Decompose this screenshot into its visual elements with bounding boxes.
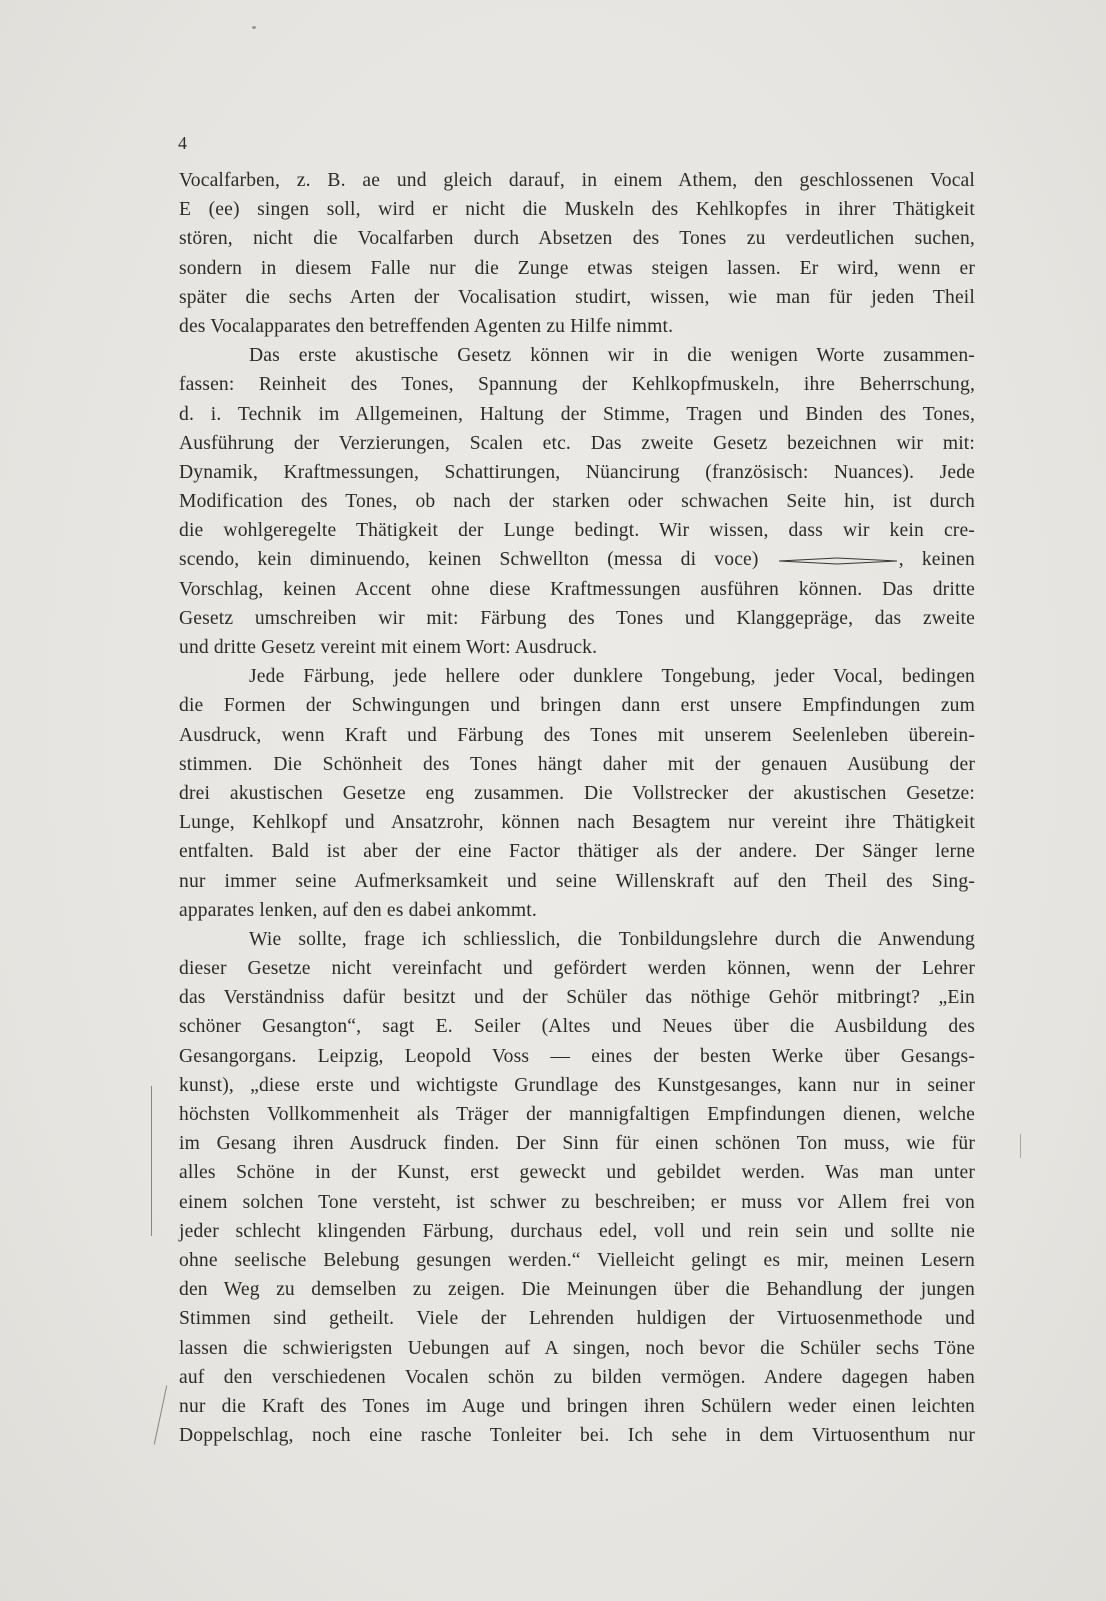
text-line: Lunge, Kehlkopf und Ansatzrohr, können nach Besagtem nur vereint ihre Thätigkeit xyxy=(179,812,975,834)
text-line: kunst), „diese erste und wichtigste Grundlage des Kunstgesanges, kann nur in seiner xyxy=(179,1074,975,1096)
text-line: Stimmen sind getheilt. Viele der Lehrenden huldigen der Virtuosenmethode und xyxy=(179,1308,975,1330)
text-segment: scendo, kein diminuendo, keinen Schwellton (messa di voce) xyxy=(179,549,759,571)
text-line: später die sechs Arten der Vocalisation studirt, wissen, wie man für jeden Theil xyxy=(179,286,975,308)
text-line: die Formen der Schwingungen und bringen dann erst unsere Empfindungen zum xyxy=(179,695,975,717)
text-line: Doppelschlag, noch eine rasche Tonleiter bei. Ich sehe in dem Virtuosenthum nur xyxy=(179,1425,975,1447)
text-line: im Gesang ihren Ausdruck finden. Der Sinn für einen schönen Ton muss, wie für xyxy=(179,1133,975,1155)
margin-pencil-mark xyxy=(1020,1134,1021,1158)
text-line: E (ee) singen soll, wird er nicht die Muskeln des Kehlkopfes in ihrer Thätigkeit xyxy=(179,199,975,221)
text-segment: , keinen xyxy=(898,549,975,571)
text-line: ohne seelische Belebung gesungen werden.“ Vielleicht gelingt es mir, meinen Lesern xyxy=(179,1249,975,1271)
text-line: und dritte Gesetz vereint mit einem Wort: Ausdruck. xyxy=(179,637,598,658)
text-line: die wohlgeregelte Thätigkeit der Lunge bedingt. Wir wissen, dass wir kein cre- xyxy=(179,520,975,542)
text-line: nur die Kraft des Tones im Auge und bringen ihren Schülern weder einen leichten xyxy=(179,1395,975,1417)
text-line: auf den verschiedenen Vocalen schön zu bilden vermögen. Andere dagegen haben xyxy=(179,1366,975,1388)
text-line: einem solchen Tone versteht, ist schwer zu beschreiben; er muss vor Allem frei von xyxy=(179,1191,975,1213)
text-line: d. i. Technik im Allgemeinen, Haltung der Stimme, Tragen und Binden des Tones, xyxy=(179,403,975,425)
text-line: Modification des Tones, ob nach der starken oder schwachen Seite hin, ist durch xyxy=(179,491,975,513)
text-line: höchsten Vollkommenheit als Träger der mannigfaltigen Empfindungen dienen, welche xyxy=(179,1104,975,1125)
body-text xyxy=(179,166,975,1450)
text-line: Gesetz umschreiben wir mit: Färbung des Tones und Klanggepräge, das zweite xyxy=(179,607,975,629)
text-line: Ausführung der Verzierungen, Scalen etc. Das zweite Gesetz bezeichnen wir mit: xyxy=(179,432,975,454)
page-number: 4 xyxy=(178,133,187,153)
text-line: sondern in diesem Falle nur die Zunge etwas steigen lassen. Er wird, wenn er xyxy=(179,257,975,279)
crescendo-hairpin-icon xyxy=(777,555,899,567)
margin-pencil-mark xyxy=(151,1086,152,1236)
text-line: stimmen. Die Schönheit des Tones hängt daher mit der genauen Ausübung der xyxy=(179,753,975,775)
text-line: Vocalfarben, z. B. ae und gleich darauf, in einem Athem, den geschlossenen Vocal xyxy=(179,170,975,191)
text-line: Das erste akustische Gesetz können wir in die wenigen Worte zusammen- xyxy=(249,345,975,367)
text-line: Ausdruck, wenn Kraft und Färbung des Tones mit unserem Seelenleben überein- xyxy=(179,724,975,746)
text-line: dieser Gesetze nicht vereinfacht und gefördert werden können, wenn der Lehrer xyxy=(179,958,975,980)
text-line: Wie sollte, frage ich schliesslich, die Tonbildungslehre durch die Anwendung xyxy=(249,928,975,950)
text-line: drei akustischen Gesetze eng zusammen. Die Vollstrecker der akustischen Gesetze: xyxy=(179,782,975,804)
text-line-crescendo xyxy=(179,545,975,574)
text-line: lassen die schwierigsten Uebungen auf A singen, noch bevor die Schüler sechs Töne xyxy=(179,1337,975,1359)
text-line: entfalten. Bald ist aber der eine Factor thätiger als der andere. Der Sänger lerne xyxy=(179,841,975,863)
text-line: jeder schlecht klingenden Färbung, durchaus edel, voll und rein sein und sollte nie xyxy=(179,1220,975,1242)
text-line: Dynamik, Kraftmessungen, Schattirungen, Nüancirung (französisch: Nuances). Jede xyxy=(179,461,975,483)
ink-speck xyxy=(252,26,256,29)
text-line: fassen: Reinheit des Tones, Spannung der Kehlkopfmuskeln, ihre Beherrschung, xyxy=(179,374,975,396)
text-line: alles Schöne in der Kunst, erst geweckt und gebildet werden. Was man unter xyxy=(179,1162,975,1184)
text-line: das Verständniss dafür besitzt und der Schüler das nöthige Gehör mitbringt? „Ein xyxy=(179,987,975,1009)
text-line: des Vocalapparates den betreffenden Agenten zu Hilfe nimmt. xyxy=(179,315,674,337)
text-line: apparates lenken, auf den es dabei ankommt. xyxy=(179,899,537,921)
text-line: nur immer seine Aufmerksamkeit und seine Willenskraft auf den Theil des Sing- xyxy=(179,870,975,892)
text-line: Vorschlag, keinen Accent ohne diese Kraftmessungen ausführen können. Das dritte xyxy=(179,578,975,600)
margin-pencil-mark xyxy=(154,1386,167,1445)
text-line: Jede Färbung, jede hellere oder dunklere Tongebung, jeder Vocal, bedingen xyxy=(249,666,975,688)
text-line: schöner Gesangton“, sagt E. Seiler (Altes und Neues über die Ausbildung des xyxy=(179,1016,975,1038)
text-line: stören, nicht die Vocalfarben durch Absetzen des Tones zu verdeutlichen suchen, xyxy=(179,228,975,250)
text-line: Gesangorgans. Leipzig, Leopold Voss — eines der besten Werke über Gesangs- xyxy=(179,1045,975,1067)
text-line: den Weg zu demselben zu zeigen. Die Meinungen über die Behandlung der jungen xyxy=(179,1279,975,1301)
